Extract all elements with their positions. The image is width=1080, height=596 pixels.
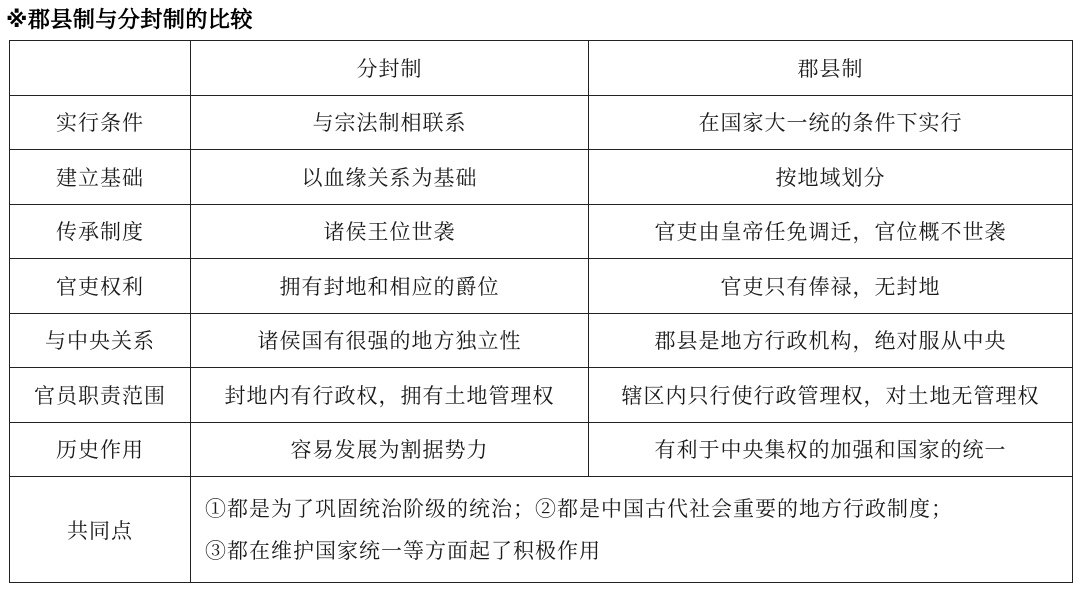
common-point-line: ①都是为了巩固统治阶级的统治；②都是中国古代社会重要的地方行政制度； [205,496,953,521]
header-cell-fenfeng: 分封制 [191,41,589,96]
table-row [10,259,1073,314]
fenfeng-cell: 诸侯王位世袭 [191,204,589,259]
junxian-cell: 按地域划分 [589,150,1073,205]
header-cell-junxian: 郡县制 [589,41,1073,96]
fenfeng-cell: 容易发展为割据势力 [191,422,589,477]
row-label: 官吏权利 [10,259,191,314]
comparison-table [9,40,1073,583]
table-row [10,150,1073,205]
fenfeng-cell: 与宗法制相联系 [191,95,589,150]
row-label: 与中央关系 [10,313,191,368]
common-points-row [10,477,1073,583]
table-row [10,95,1073,150]
common-point-line: ③都在维护国家统一等方面起了积极作用 [205,538,601,563]
row-label: 官员职责范围 [10,368,191,423]
header-cell-empty [10,41,191,96]
junxian-cell: 郡县是地方行政机构，绝对服从中央 [589,313,1073,368]
common-label: 共同点 [10,477,191,583]
fenfeng-cell: 以血缘关系为基础 [191,150,589,205]
row-label: 传承制度 [10,204,191,259]
junxian-cell: 官吏只有俸禄，无封地 [589,259,1073,314]
row-label: 实行条件 [10,95,191,150]
fenfeng-cell: 拥有封地和相应的爵位 [191,259,589,314]
common-points-cell [191,477,1073,583]
row-label: 历史作用 [10,422,191,477]
page-title: ※郡县制与分封制的比较 [6,8,253,33]
fenfeng-cell: 诸侯国有很强的地方独立性 [191,313,589,368]
row-label: 建立基础 [10,150,191,205]
table-row [10,313,1073,368]
table-row [10,368,1073,423]
junxian-cell: 官吏由皇帝任免调迁，官位概不世袭 [589,204,1073,259]
junxian-cell: 有利于中央集权的加强和国家的统一 [589,422,1073,477]
fenfeng-cell: 封地内有行政权，拥有土地管理权 [191,368,589,423]
junxian-cell: 在国家大一统的条件下实行 [589,95,1073,150]
table-header-row [10,41,1073,96]
table-row [10,422,1073,477]
table-row [10,204,1073,259]
junxian-cell: 辖区内只行使行政管理权，对土地无管理权 [589,368,1073,423]
